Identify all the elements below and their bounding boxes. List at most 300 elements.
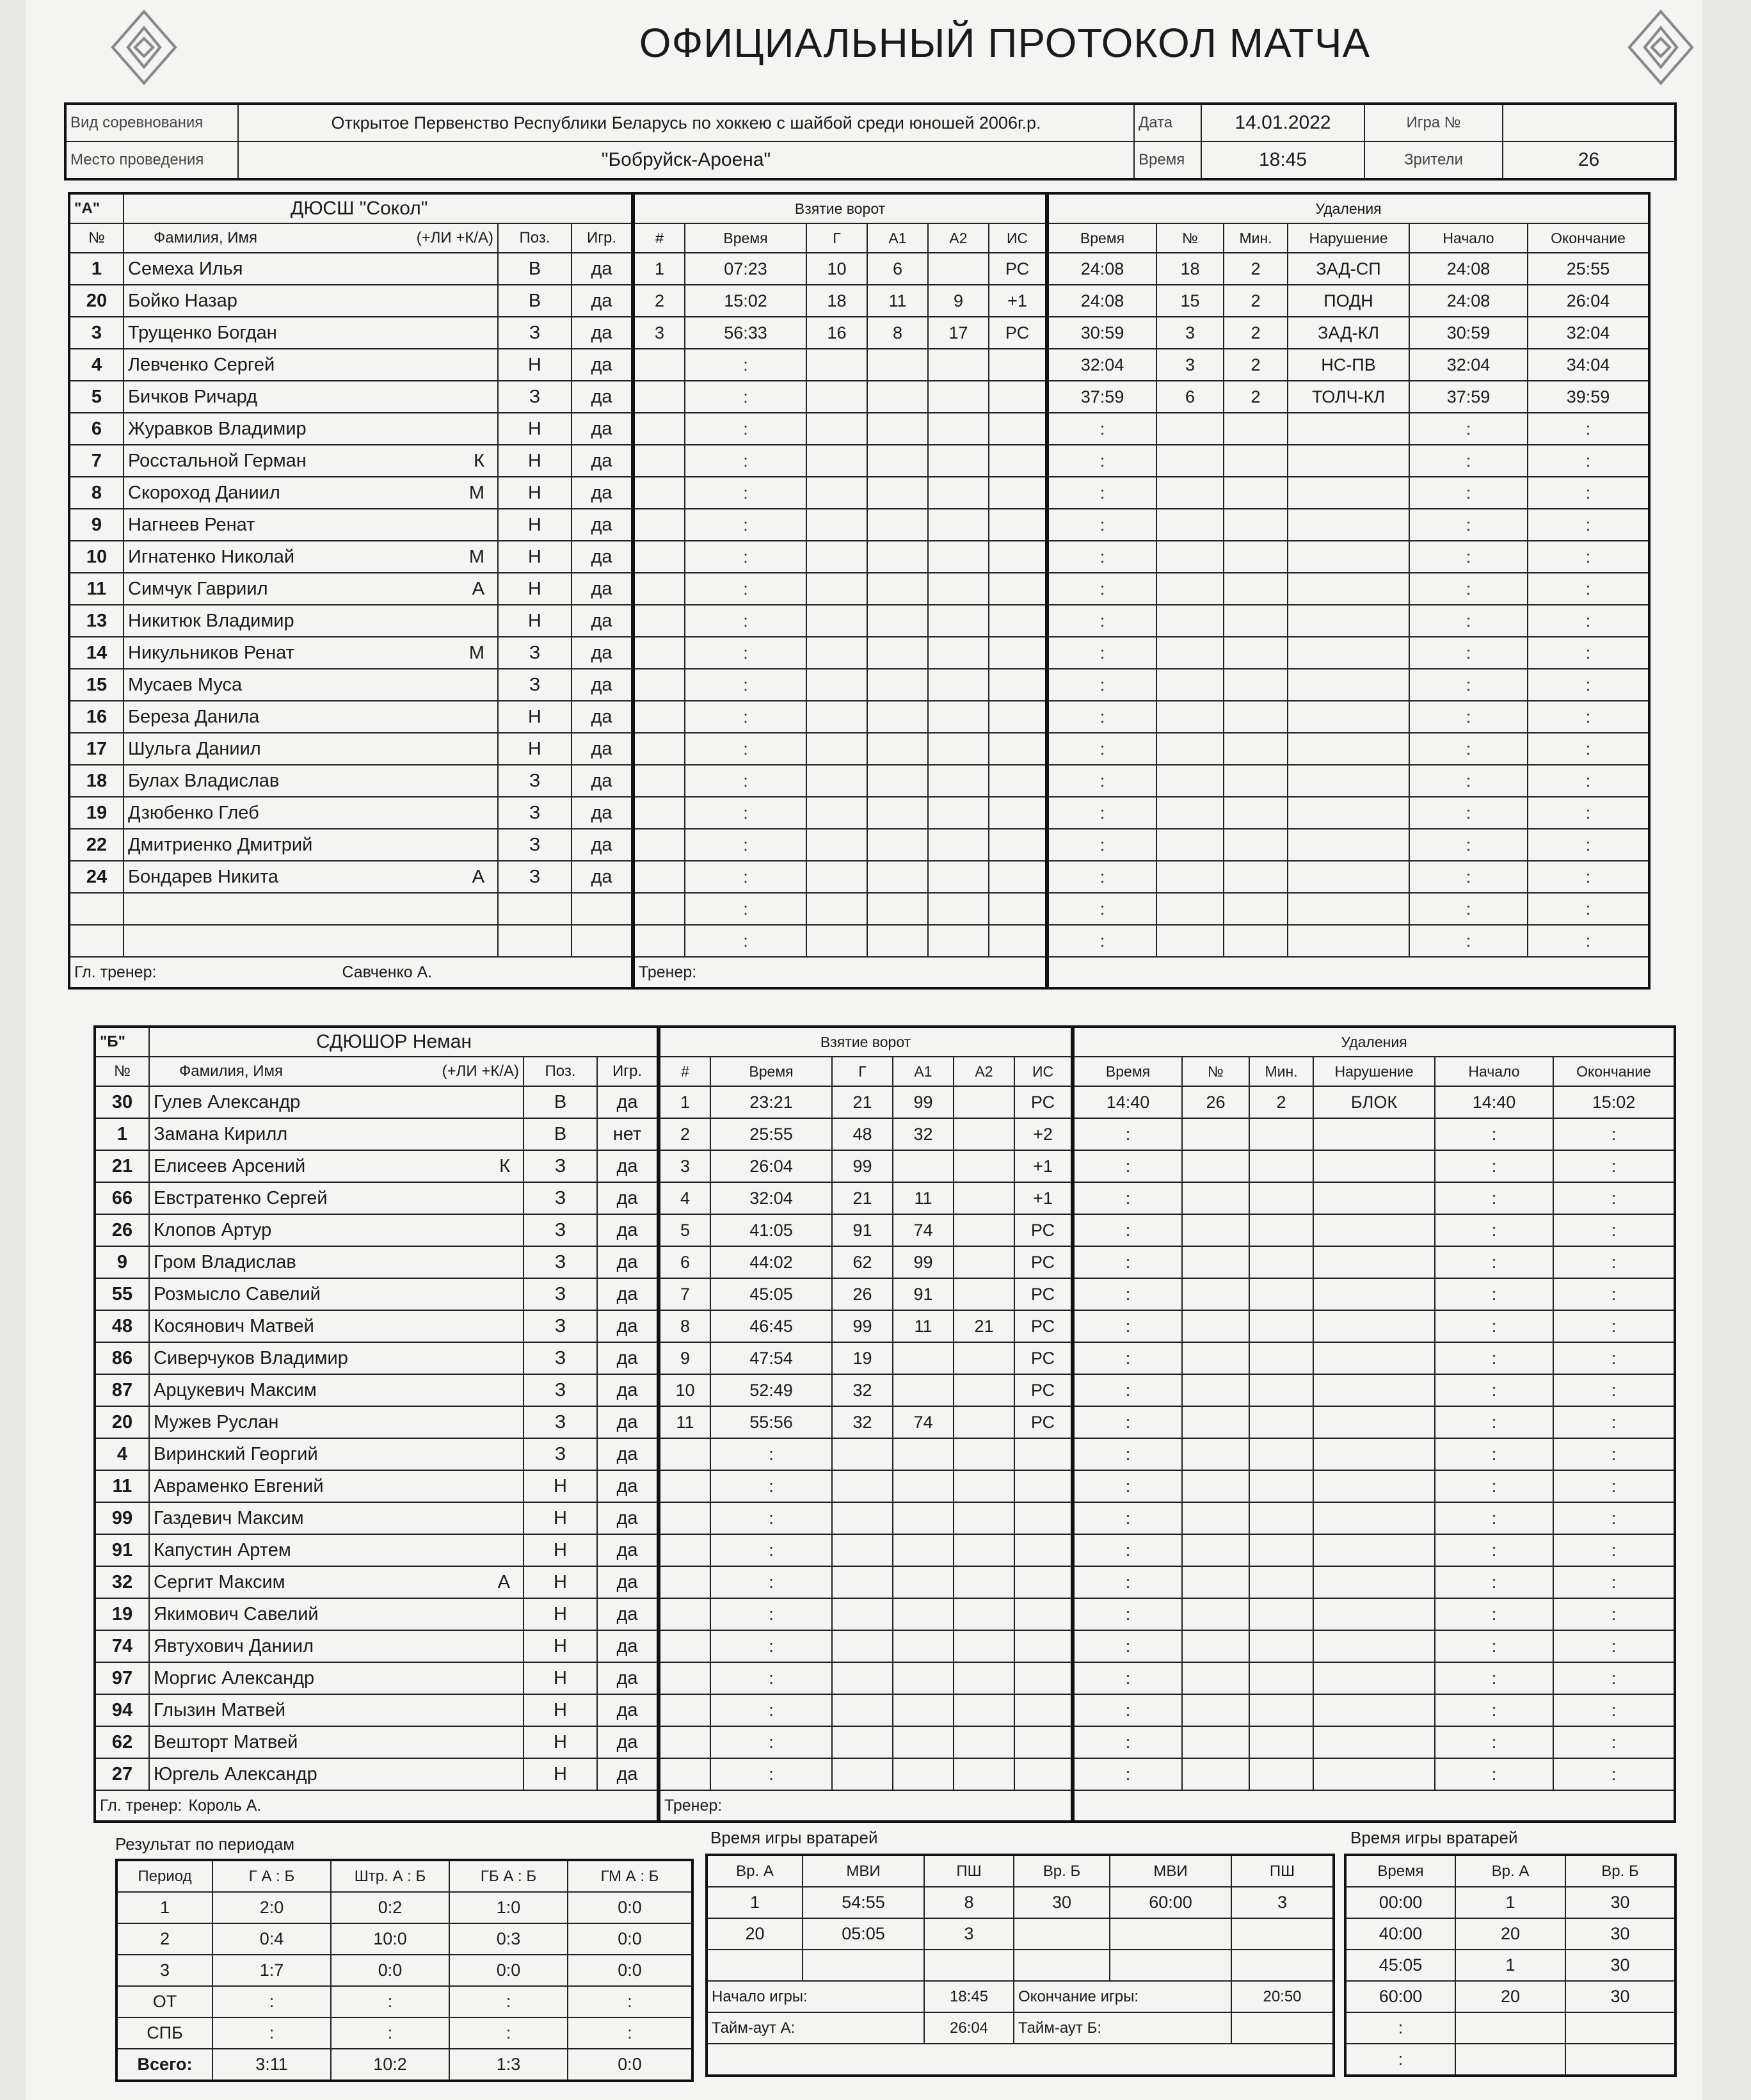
player-position: Н — [524, 1566, 597, 1598]
penalty-start: : — [1435, 1630, 1553, 1662]
goal-strength — [989, 509, 1046, 541]
player-flag: М — [468, 546, 484, 567]
player-played: да — [597, 1374, 658, 1406]
goal-time: : — [685, 477, 806, 509]
table-row — [634, 765, 1046, 797]
penalty-end: : — [1553, 1758, 1675, 1790]
penalty-time: 24:08 — [1048, 285, 1156, 317]
player-number: 27 — [95, 1758, 149, 1790]
penalty-time: : — [1048, 893, 1156, 925]
penalty-minutes — [1249, 1598, 1313, 1630]
player-name-cell — [149, 1438, 524, 1470]
goal-number — [659, 1502, 710, 1534]
player-number: 26 — [95, 1214, 149, 1246]
player-played: да — [597, 1214, 658, 1246]
goal-time: 07:23 — [685, 253, 806, 285]
goal-assist2 — [954, 1086, 1014, 1118]
player-position: Н — [524, 1470, 597, 1502]
cell — [1231, 1918, 1334, 1950]
penalty-time: : — [1073, 1310, 1182, 1342]
penalty-time: : — [1048, 765, 1156, 797]
penalty-start: : — [1435, 1118, 1553, 1150]
table-row — [1073, 1566, 1675, 1598]
player-name-cell — [124, 381, 498, 413]
table-row — [1073, 1150, 1675, 1182]
goal-assist1: 99 — [893, 1086, 954, 1118]
goal-time: : — [685, 381, 806, 413]
table-row — [116, 1923, 692, 1955]
goal-assist1 — [867, 413, 928, 445]
table-row — [659, 1502, 1072, 1534]
player-name-cell — [149, 1246, 524, 1278]
penalty-time: : — [1048, 637, 1156, 669]
player-name-cell — [149, 1150, 524, 1182]
cell — [1110, 1918, 1231, 1950]
player-number: 55 — [95, 1278, 149, 1310]
goal-number: 7 — [659, 1278, 710, 1310]
penalty-player — [1156, 925, 1224, 957]
penalty-infraction — [1288, 477, 1409, 509]
goals-col: А1 — [893, 1057, 954, 1086]
goal-number — [659, 1470, 710, 1502]
player-position: З — [498, 637, 572, 669]
goal-time: : — [710, 1758, 832, 1790]
player-position: З — [498, 317, 572, 349]
goal-time: : — [710, 1566, 832, 1598]
goal-strength: +2 — [1014, 1118, 1072, 1150]
comp-label: Вид соревнования — [65, 104, 238, 141]
penalty-end: 15:02 — [1553, 1086, 1675, 1118]
player-number: 3 — [69, 317, 124, 349]
goal-assist2 — [954, 1246, 1014, 1278]
player-played: да — [597, 1278, 658, 1310]
goal-scorer — [832, 1758, 893, 1790]
spectators-label: Зрители — [1364, 141, 1503, 179]
penalty-time: : — [1048, 701, 1156, 733]
penalty-end: : — [1528, 861, 1649, 893]
penalty-player — [1156, 573, 1224, 605]
goal-strength — [989, 829, 1046, 861]
cell: 0:0 — [568, 1892, 692, 1923]
goal-number — [659, 1598, 710, 1630]
goal-scorer — [806, 733, 867, 765]
table-row — [69, 541, 632, 573]
player-position: З — [524, 1310, 597, 1342]
goal-strength — [1014, 1534, 1072, 1566]
emblem-icon — [96, 3, 192, 92]
teamB-roster — [93, 1025, 659, 1823]
goal-scorer — [806, 477, 867, 509]
table-row — [1073, 1246, 1675, 1278]
table-row — [95, 1630, 658, 1662]
penalty-player — [1182, 1374, 1249, 1406]
goal-assist2 — [954, 1694, 1014, 1726]
table-row — [634, 861, 1046, 893]
player-played: да — [597, 1182, 658, 1214]
cell — [803, 1950, 924, 1981]
venue: "Бобруйск-Ароена" — [238, 141, 1134, 179]
player-position: Н — [498, 701, 572, 733]
player-played: да — [572, 733, 632, 765]
goal-assist1 — [867, 829, 928, 861]
table-row — [1073, 1118, 1675, 1150]
goal-assist1 — [867, 925, 928, 957]
table-row — [69, 701, 632, 733]
goal-time: 56:33 — [685, 317, 806, 349]
cell: : — [568, 2017, 692, 2049]
penalty-start: : — [1409, 573, 1528, 605]
goal-time: : — [685, 349, 806, 381]
emblem-icon — [1613, 3, 1709, 92]
player-name-cell — [124, 349, 498, 381]
penalty-infraction — [1313, 1502, 1435, 1534]
goal-assist1 — [893, 1726, 954, 1758]
player-name-cell — [149, 1182, 524, 1214]
player-position: Н — [524, 1598, 597, 1630]
goal-assist2 — [954, 1534, 1014, 1566]
col-header: Вр. Б — [1565, 1855, 1675, 1887]
table-row — [1073, 1342, 1675, 1374]
goal-number — [659, 1534, 710, 1566]
player-name-cell — [124, 317, 498, 349]
penalty-start: : — [1409, 445, 1528, 477]
cell: 1:3 — [449, 2049, 568, 2081]
player-name: Вешторт Матвей — [154, 1731, 298, 1752]
goal-scorer — [832, 1534, 893, 1566]
table-row — [1073, 1502, 1675, 1534]
goals-col: Время — [710, 1057, 832, 1086]
player-played: да — [572, 381, 632, 413]
penalty-player — [1156, 765, 1224, 797]
player-position: Н — [524, 1758, 597, 1790]
cell: : — [331, 1986, 449, 2017]
goal-number — [634, 413, 685, 445]
goal-time: : — [685, 893, 806, 925]
penalties-col: Время — [1048, 223, 1156, 253]
player-played: да — [572, 829, 632, 861]
goal-time: : — [710, 1726, 832, 1758]
player-position: Н — [498, 733, 572, 765]
penalty-minutes: 2 — [1224, 317, 1288, 349]
penalty-start: 14:40 — [1435, 1086, 1553, 1118]
penalty-end: 26:04 — [1528, 285, 1649, 317]
table-row — [634, 413, 1046, 445]
penalty-start: : — [1409, 509, 1528, 541]
goal-number — [634, 445, 685, 477]
penalty-infraction: БЛОК — [1313, 1086, 1435, 1118]
penalty-minutes: 2 — [1249, 1086, 1313, 1118]
timeout-a-label: Тайм-аут А: — [707, 2012, 924, 2044]
table-row — [659, 1758, 1072, 1790]
table-row — [634, 797, 1046, 829]
player-name: Косянович Матвей — [154, 1315, 314, 1336]
player-position: З — [524, 1406, 597, 1438]
player-name: Глызин Матвей — [154, 1699, 286, 1720]
table-row — [1345, 1887, 1675, 1918]
penalty-player — [1156, 669, 1224, 701]
goal-time: : — [685, 701, 806, 733]
player-played: да — [572, 701, 632, 733]
player-played: да — [572, 573, 632, 605]
table-row — [1048, 733, 1649, 765]
goals-col: А1 — [867, 223, 928, 253]
goals-col: ИС — [1014, 1057, 1072, 1086]
penalty-end: : — [1553, 1214, 1675, 1246]
penalty-infraction — [1313, 1246, 1435, 1278]
cell: 3 — [924, 1918, 1014, 1950]
goal-time: 46:45 — [710, 1310, 832, 1342]
goal-assist2 — [954, 1726, 1014, 1758]
penalty-minutes — [1224, 701, 1288, 733]
penalty-minutes — [1249, 1118, 1313, 1150]
goal-number — [634, 925, 685, 957]
penalty-infraction — [1313, 1310, 1435, 1342]
game-number — [1503, 104, 1675, 141]
penalty-infraction — [1288, 797, 1409, 829]
player-played: да — [597, 1726, 658, 1758]
goal-assist1 — [867, 765, 928, 797]
player-number: 11 — [95, 1470, 149, 1502]
penalty-player — [1182, 1566, 1249, 1598]
cell — [1455, 2044, 1565, 2076]
table-row — [634, 701, 1046, 733]
penalty-end: : — [1553, 1598, 1675, 1630]
player-name-cell — [149, 1726, 524, 1758]
table-row — [659, 1598, 1072, 1630]
player-name-cell — [149, 1694, 524, 1726]
cell: : — [1345, 2044, 1455, 2076]
table-row — [1048, 413, 1649, 445]
goals-col: ИС — [989, 223, 1046, 253]
player-flag: А — [472, 578, 484, 599]
player-name-cell — [124, 765, 498, 797]
player-number: 19 — [95, 1598, 149, 1630]
table-row — [1073, 1726, 1675, 1758]
table-row — [659, 1118, 1072, 1150]
cell: 0:0 — [568, 1955, 692, 1986]
penalty-infraction — [1313, 1406, 1435, 1438]
player-position: Н — [524, 1502, 597, 1534]
goal-assist2 — [954, 1406, 1014, 1438]
player-name: Скороход Даниил — [128, 482, 280, 503]
goal-strength: РС — [1014, 1086, 1072, 1118]
goal-strength: РС — [1014, 1214, 1072, 1246]
goal-assist1 — [867, 733, 928, 765]
timeout-b-label: Тайм-аут Б: — [1014, 2012, 1231, 2044]
table-row — [1048, 253, 1649, 285]
goal-scorer: 19 — [832, 1342, 893, 1374]
goal-scorer — [806, 925, 867, 957]
player-number: 97 — [95, 1662, 149, 1694]
penalty-start: : — [1409, 797, 1528, 829]
table-row — [1073, 1598, 1675, 1630]
goal-assist1: 74 — [893, 1406, 954, 1438]
penalty-time: : — [1073, 1694, 1182, 1726]
cell: : — [212, 2017, 331, 2049]
player-name: Явтухович Даниил — [154, 1635, 314, 1656]
player-name: Дмитриенко Дмитрий — [128, 834, 313, 855]
penalty-time: : — [1073, 1598, 1182, 1630]
player-name: Никульников Ренат — [128, 642, 294, 663]
player-name: Левченко Сергей — [128, 354, 275, 375]
player-name-cell — [149, 1598, 524, 1630]
player-number: 1 — [95, 1118, 149, 1150]
goal-assist1 — [893, 1630, 954, 1662]
table-row — [634, 349, 1046, 381]
penalty-end: : — [1553, 1150, 1675, 1182]
penalty-minutes — [1249, 1374, 1313, 1406]
player-name-cell — [124, 605, 498, 637]
penalty-player — [1182, 1118, 1249, 1150]
player-name-cell — [124, 893, 498, 925]
penalty-infraction — [1288, 861, 1409, 893]
goals-col: А2 — [954, 1057, 1014, 1086]
penalty-end: : — [1553, 1662, 1675, 1694]
goal-time: : — [685, 733, 806, 765]
player-name: Никитюк Владимир — [128, 610, 294, 631]
goal-time: 44:02 — [710, 1246, 832, 1278]
player-name: Гулев Александр — [154, 1091, 301, 1112]
player-name-cell — [124, 637, 498, 669]
penalty-time: 14:40 — [1073, 1086, 1182, 1118]
penalty-minutes — [1249, 1342, 1313, 1374]
table-row — [634, 381, 1046, 413]
table-row — [95, 1374, 658, 1406]
goal-time: 15:02 — [685, 285, 806, 317]
goal-strength — [989, 733, 1046, 765]
goal-assist2 — [928, 797, 989, 829]
goal-assist2 — [954, 1374, 1014, 1406]
table-row — [69, 477, 632, 509]
player-position: Н — [524, 1534, 597, 1566]
penalty-infraction — [1313, 1662, 1435, 1694]
penalty-player — [1182, 1662, 1249, 1694]
goal-scorer: 10 — [806, 253, 867, 285]
player-played: да — [597, 1662, 658, 1694]
goal-assist2: 21 — [954, 1310, 1014, 1342]
table-row — [1073, 1470, 1675, 1502]
penalty-start: : — [1409, 733, 1528, 765]
player-name-cell — [149, 1118, 524, 1150]
penalty-start: : — [1435, 1214, 1553, 1246]
player-name-cell — [149, 1214, 524, 1246]
table-row — [659, 1310, 1072, 1342]
table-row — [659, 1374, 1072, 1406]
table-row — [95, 1246, 658, 1278]
player-number: 74 — [95, 1630, 149, 1662]
penalty-infraction — [1313, 1598, 1435, 1630]
penalty-end: : — [1528, 925, 1649, 957]
col-header: Г А : Б — [212, 1860, 331, 1892]
player-number: 4 — [95, 1438, 149, 1470]
goal-scorer — [832, 1470, 893, 1502]
penalty-infraction — [1313, 1118, 1435, 1150]
penalty-player — [1156, 733, 1224, 765]
table-row — [95, 1694, 658, 1726]
table-row — [1048, 797, 1649, 829]
penalty-end: : — [1553, 1118, 1675, 1150]
penalty-time: : — [1073, 1502, 1182, 1534]
table-row — [95, 1310, 658, 1342]
goal-time: 25:55 — [710, 1118, 832, 1150]
penalty-time: : — [1073, 1246, 1182, 1278]
table-row — [659, 1278, 1072, 1310]
player-position: З — [498, 765, 572, 797]
cell: 3 — [116, 1955, 212, 1986]
goal-assist1 — [893, 1758, 954, 1790]
player-name: Мужев Руслан — [154, 1411, 279, 1432]
cell — [707, 1950, 803, 1981]
player-played — [572, 925, 632, 957]
penalty-end: 39:59 — [1528, 381, 1649, 413]
table-row — [1073, 1406, 1675, 1438]
player-name: Елисеев Арсений — [154, 1155, 306, 1176]
col-header: МВИ — [803, 1855, 924, 1887]
goal-assist2 — [954, 1502, 1014, 1534]
goal-time: 26:04 — [710, 1150, 832, 1182]
penalty-time: : — [1048, 477, 1156, 509]
goal-strength: +1 — [1014, 1182, 1072, 1214]
col-header: Вр. А — [707, 1855, 803, 1887]
goal-scorer: 21 — [832, 1182, 893, 1214]
penalty-end: : — [1528, 413, 1649, 445]
player-name: Булах Владислав — [128, 770, 280, 791]
player-name: Бойко Назар — [128, 290, 237, 311]
cell — [1014, 1950, 1110, 1981]
goal-assist1 — [867, 861, 928, 893]
table-row — [1048, 925, 1649, 957]
goal-strength: РС — [1014, 1374, 1072, 1406]
penalty-player — [1156, 605, 1224, 637]
team-letter: "Б" — [95, 1027, 149, 1057]
col-name — [124, 223, 498, 253]
goal-assist2 — [954, 1118, 1014, 1150]
table-row — [69, 765, 632, 797]
player-played: да — [597, 1694, 658, 1726]
player-name-cell — [149, 1406, 524, 1438]
penalty-infraction — [1313, 1630, 1435, 1662]
player-number: 1 — [69, 253, 124, 285]
head-coach-label: Гл. тренер: — [100, 1796, 182, 1815]
penalties-col: Окончание — [1528, 223, 1649, 253]
goal-number — [659, 1630, 710, 1662]
cell — [1565, 2044, 1675, 2076]
penalty-start: 30:59 — [1409, 317, 1528, 349]
penalty-time: : — [1048, 861, 1156, 893]
player-played: да — [572, 605, 632, 637]
penalty-minutes — [1224, 573, 1288, 605]
table-row — [634, 253, 1046, 285]
penalty-time: : — [1048, 445, 1156, 477]
goal-scorer — [806, 669, 867, 701]
player-played: да — [597, 1758, 658, 1790]
player-name-cell — [149, 1502, 524, 1534]
table-row — [634, 637, 1046, 669]
game-end-label: Окончание игры: — [1014, 1981, 1231, 2012]
goal-time: 55:56 — [710, 1406, 832, 1438]
goal-assist2: 17 — [928, 317, 989, 349]
table-row — [1073, 1662, 1675, 1694]
goal-strength: РС — [1014, 1342, 1072, 1374]
goal-scorer — [832, 1598, 893, 1630]
table-row — [95, 1086, 658, 1118]
goal-time: : — [685, 925, 806, 957]
penalty-end: : — [1528, 477, 1649, 509]
penalty-end: : — [1553, 1694, 1675, 1726]
goal-number — [634, 669, 685, 701]
table-row — [1048, 509, 1649, 541]
table-row — [634, 573, 1046, 605]
